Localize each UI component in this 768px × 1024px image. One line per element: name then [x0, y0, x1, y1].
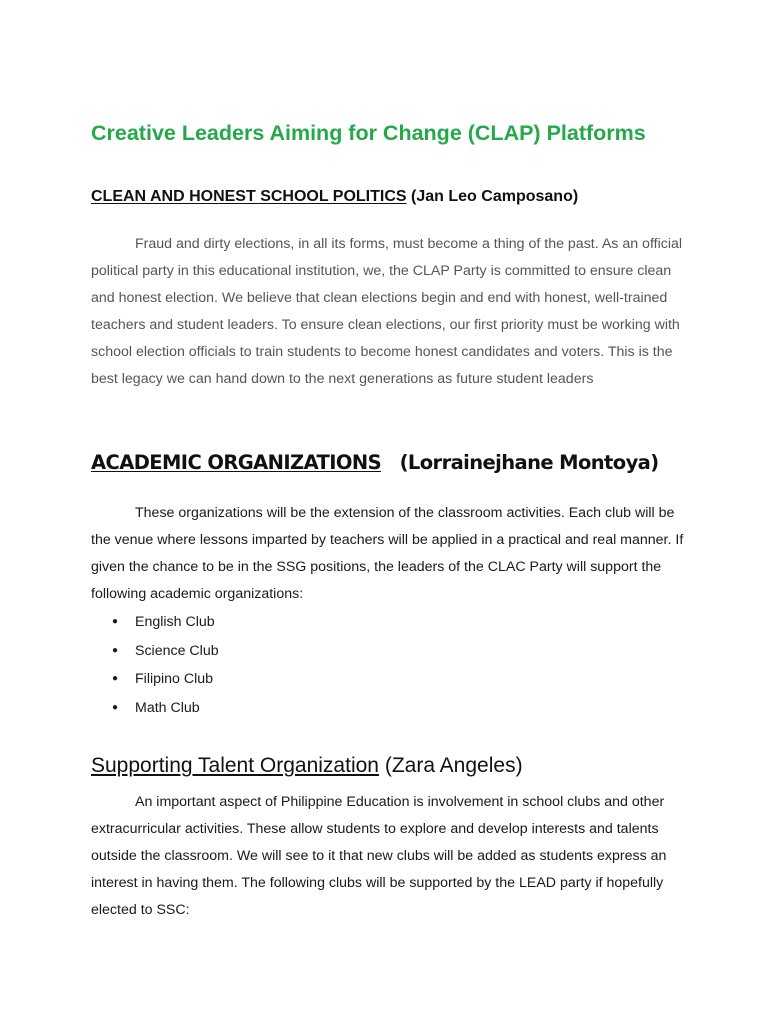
bullet-icon: ● [111, 644, 119, 656]
paragraph-text: An important aspect of Philippine Education is involvement in school clubs and other extracurricular activities. These allow students to explore and develop interests and talents outside the classroom. We will see to it that new clubs will be added as students express an interest in having them. The following clubs will be supported by the LEAD party if hopefully elected to SSC: [91, 794, 667, 918]
section-author: (Zara Angeles) [384, 754, 523, 777]
document-title: Creative Leaders Aiming for Change (CLAP) Platforms [91, 121, 646, 145]
section-paragraph-academic-organizations [91, 500, 691, 608]
list-item: ● Filipino Club [91, 665, 219, 694]
section-title: ACADEMIC ORGANIZATIONS [91, 451, 382, 474]
section-heading-academic-organizations [91, 451, 659, 474]
section-paragraph-clean-politics [91, 231, 691, 393]
section-title: CLEAN AND HONEST SCHOOL POLITICS [91, 188, 407, 205]
section-heading-supporting-talent [91, 754, 523, 778]
section-heading-clean-politics [91, 188, 578, 206]
bullet-icon: ● [111, 616, 119, 627]
paragraph-text: These organizations will be the extension of the classroom activities. Each club will be the venue where lessons imparted by teachers will be applied in a practical and real manner. If given the chance to be in the SSG positions, the leaders of the CLAC Party will support the following academic organizations: [91, 505, 684, 602]
bullet-icon: ● [111, 673, 119, 684]
section-title: Supporting Talent Organization [91, 754, 379, 777]
section-author: (Lorrainejhane Montoya) [399, 451, 659, 474]
section-paragraph-supporting-talent [91, 789, 691, 924]
list-item: ● Math Club [91, 694, 219, 723]
academic-club-list [91, 608, 219, 722]
list-item: ● English Club [91, 608, 219, 637]
bullet-icon: ● [111, 701, 119, 713]
list-item: ● Science Club [91, 637, 219, 666]
section-author: (Jan Leo Camposano) [411, 188, 579, 205]
paragraph-text: Fraud and dirty elections, in all its forms, must become a thing of the past. As an official political party in this educational institution, we, the CLAP Party is committed to ensure clean and honest election. We believe that clean elections begin and end with honest, well-trained teachers and student leaders. To ensure clean elections, our first priority must be working with school election officials to train students to become honest candidates and voters. This is the best legacy we can hand down to the next generations as future student leaders [91, 236, 683, 387]
